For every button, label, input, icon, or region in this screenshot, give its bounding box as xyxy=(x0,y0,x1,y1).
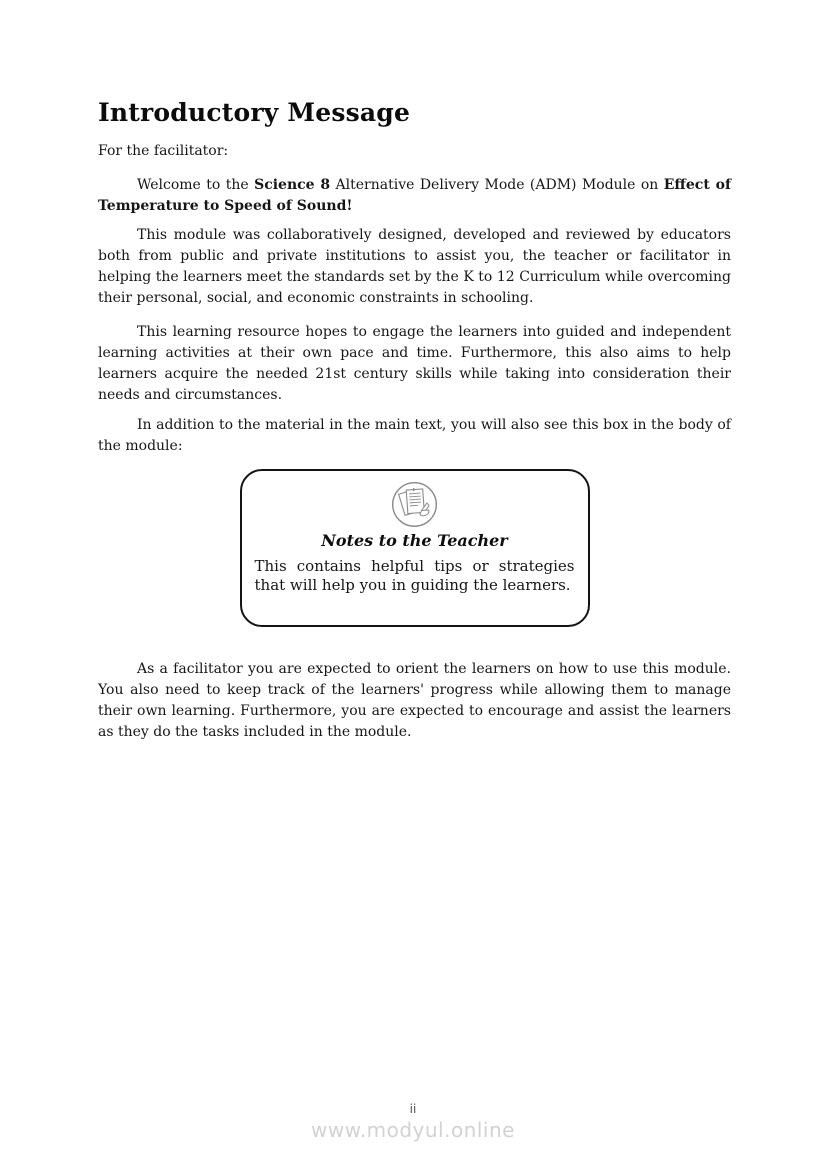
notes-box-body: This contains helpful tips or strategies that will help you in guiding the learners. xyxy=(254,557,575,594)
welcome-module-name: Science 8 xyxy=(254,177,331,193)
welcome-text-middle: Alternative Delivery Mode (ADM) Module on xyxy=(330,177,664,193)
paragraph-collaboration: This module was collaboratively designed, developed and reviewed by educators both from public and private institutions to assist you, the teacher or facilitator in helping the learners meet the standards set by the K to 12 Curriculum while overcoming their personal, social, and economic constraints in schooling. xyxy=(98,227,731,306)
page-content xyxy=(98,0,731,743)
welcome-module-topic: Effect of Temperature to Speed of Sound! xyxy=(98,177,731,214)
notes-paper-icon xyxy=(242,481,588,528)
notes-to-teacher-box xyxy=(240,469,590,627)
paragraph-welcome xyxy=(98,175,731,217)
paragraph-box-intro: In addition to the material in the main text, you will also see this box in the body of the module: xyxy=(98,417,731,454)
watermark-text: www.modyul.online xyxy=(311,1118,515,1142)
paragraph-facilitator-role: As a facilitator you are expected to orient the learners on how to use this module. You also need to keep track of the learners' progress while allowing them to manage their own learning. Furthermore, you are expected to encourage and assist the learners as they do the tasks included in the module. xyxy=(98,661,731,740)
welcome-text-before: Welcome to the xyxy=(137,177,255,193)
page-number: ii xyxy=(409,1102,417,1116)
paragraph-learning-resource: This learning resource hopes to engage the learners into guided and independent learning activities at their own pace and time. Furthermore, this also aims to help learners acquire the needed 21st century skills while taking into consideration their needs and circumstances. xyxy=(98,324,731,403)
notes-box-title: Notes to the Teacher xyxy=(321,531,508,550)
salutation-line: For the facilitator: xyxy=(98,143,229,159)
page-title: Introductory Message xyxy=(98,98,411,127)
